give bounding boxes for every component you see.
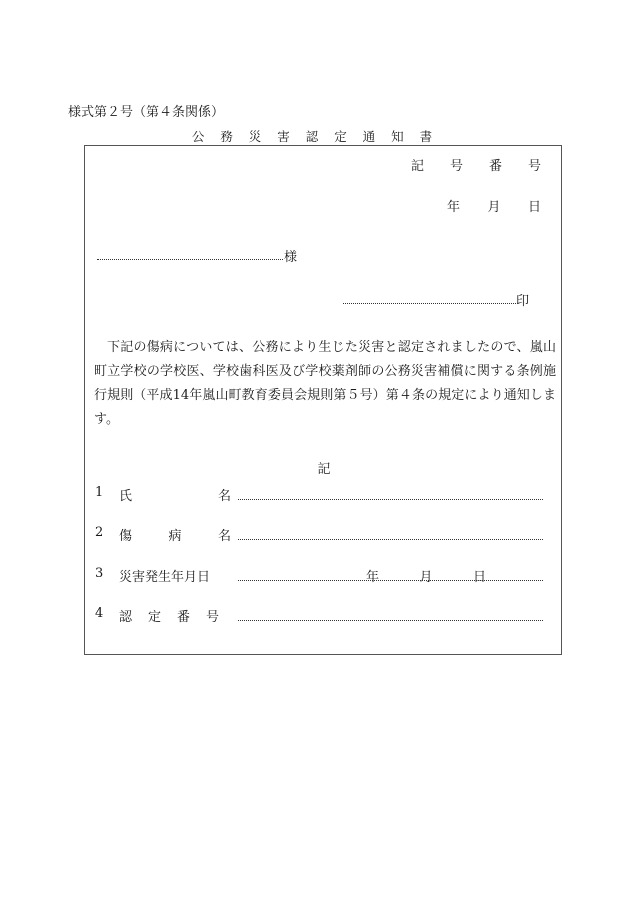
addressee-line[interactable] bbox=[97, 259, 283, 260]
day-label: 日 bbox=[527, 200, 541, 215]
label-char: 認 bbox=[119, 610, 133, 625]
label-char: 氏 bbox=[119, 489, 133, 504]
item-label bbox=[119, 525, 231, 544]
label-char: 名 bbox=[217, 529, 231, 544]
certification-number-line[interactable] bbox=[238, 620, 543, 621]
label-char: 名 bbox=[217, 489, 231, 504]
doc-number-char: 記 bbox=[411, 159, 425, 174]
accident-date-fields bbox=[366, 566, 486, 585]
addressee-suffix: 様 bbox=[284, 250, 298, 265]
item-certification-number bbox=[95, 606, 219, 625]
injury-field-line[interactable] bbox=[238, 539, 543, 540]
document-title: 公 務 災 害 認 定 通 知 書 bbox=[191, 129, 439, 144]
sender-line[interactable] bbox=[343, 303, 516, 304]
form-frame bbox=[84, 145, 562, 655]
label-char: 定 bbox=[147, 610, 161, 625]
label-char: 号 bbox=[205, 610, 219, 625]
label-char: 病 bbox=[168, 529, 182, 544]
doc-number-char: 号 bbox=[527, 159, 541, 174]
issue-date bbox=[447, 196, 541, 215]
item-number: 2 bbox=[95, 525, 104, 540]
notice-body: 下記の傷病については、公務により生じた災害と認定されましたので、嵐山町立学校の学校医、学校歯科医及び学校薬剤師の公務災害補償に関する条例施行規則（平成14年嵐山町教育委員会規則第５号）第４条の規定により通知します。 bbox=[94, 340, 556, 427]
section-heading: 記 bbox=[317, 462, 331, 477]
item-number: 3 bbox=[95, 566, 104, 581]
item-label bbox=[119, 485, 231, 504]
item-number: 4 bbox=[95, 606, 104, 621]
item-label bbox=[119, 606, 219, 625]
name-field-line[interactable] bbox=[238, 499, 543, 500]
document-number bbox=[411, 155, 541, 174]
doc-number-char: 番 bbox=[488, 159, 502, 174]
year-label: 年 bbox=[366, 570, 380, 585]
month-label: 月 bbox=[487, 200, 501, 215]
form-id: 様式第２号（第４条関係） bbox=[68, 105, 225, 120]
doc-number-char: 号 bbox=[449, 159, 463, 174]
item-number: 1 bbox=[95, 485, 104, 500]
item-label: 災害発生年月日 bbox=[119, 570, 211, 585]
accident-date-line[interactable] bbox=[238, 580, 543, 581]
item-injury bbox=[95, 525, 231, 544]
year-label: 年 bbox=[447, 200, 461, 215]
month-label: 月 bbox=[419, 570, 433, 585]
item-name bbox=[95, 485, 231, 504]
item-accident-date bbox=[95, 566, 210, 585]
label-char: 番 bbox=[176, 610, 190, 625]
label-char: 傷 bbox=[119, 529, 133, 544]
seal-mark: 印 bbox=[516, 294, 530, 309]
day-label: 日 bbox=[472, 570, 486, 585]
